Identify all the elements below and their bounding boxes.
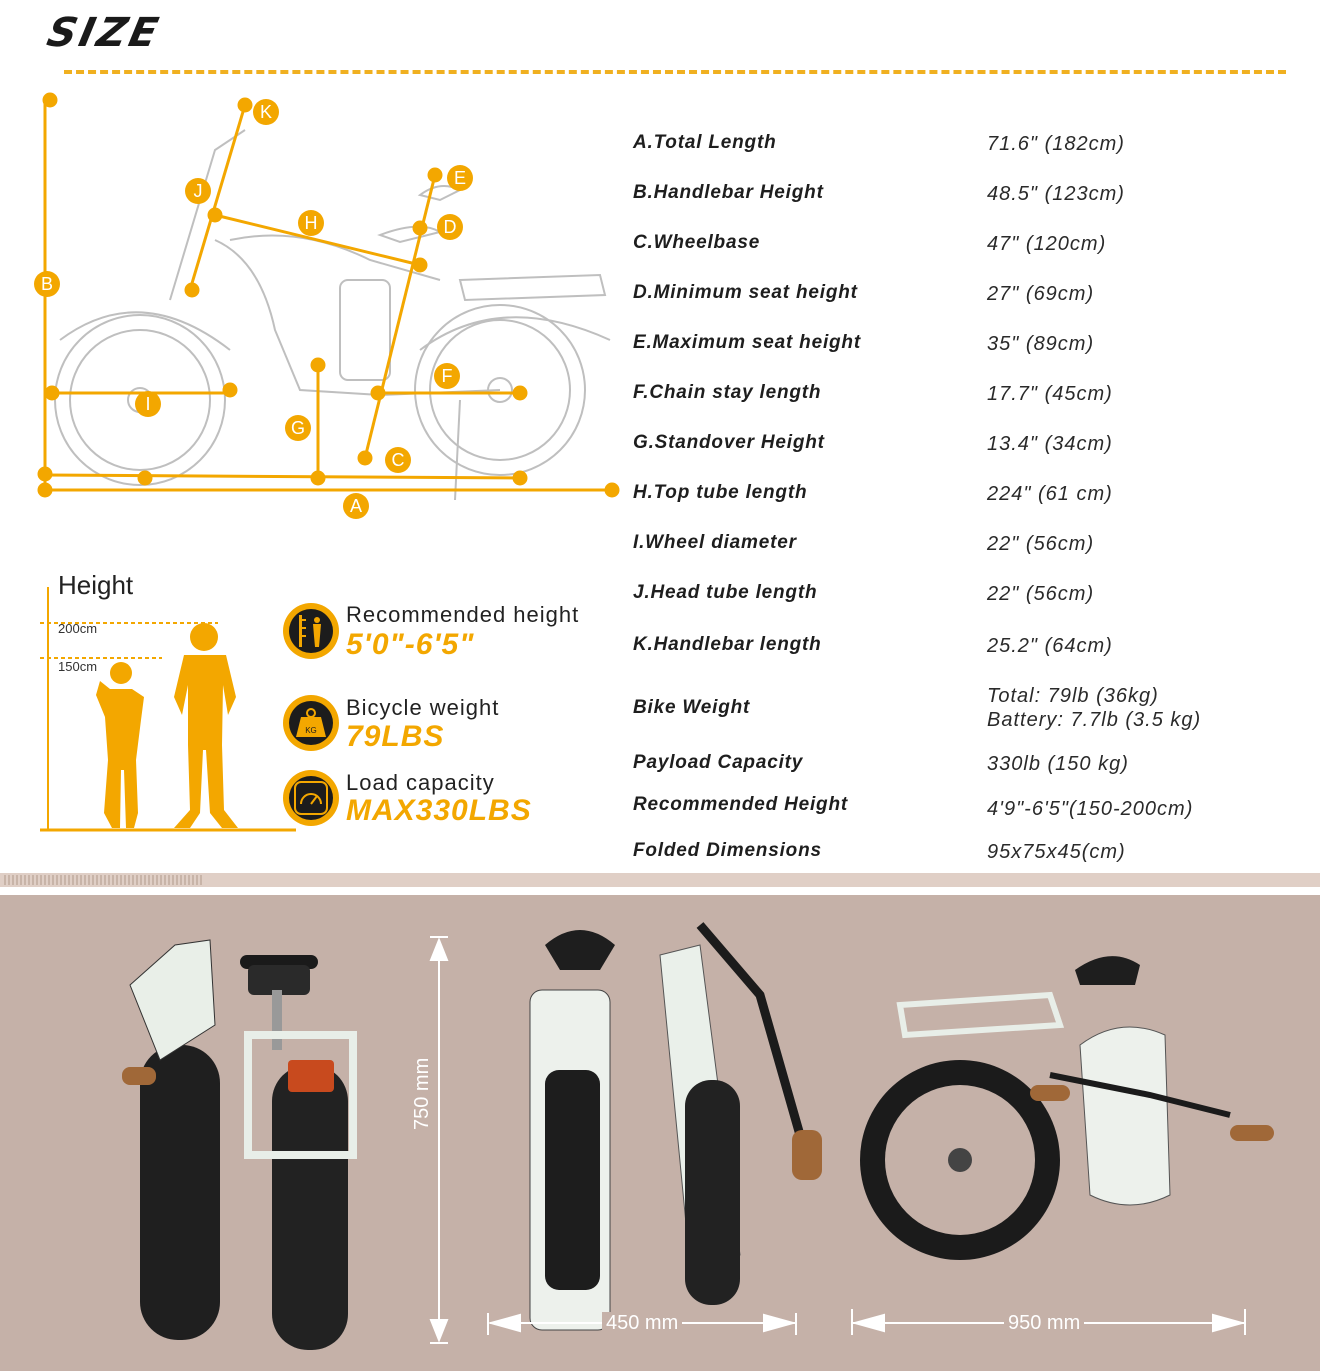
- feature-value: 5'0"-6'5": [346, 628, 475, 661]
- folded-width-label: 450 mm: [602, 1312, 682, 1335]
- height-ruler-icon: [283, 603, 339, 659]
- bike-geometry-diagram: [0, 80, 640, 530]
- title-divider: [64, 70, 1286, 74]
- spec-value: 27" (69cm): [987, 283, 1095, 305]
- marker-b-label: B: [40, 274, 54, 294]
- spec-value: 48.5" (123cm): [987, 183, 1125, 205]
- marker-i-label: I: [145, 394, 151, 414]
- height-tick-200: 200cm: [58, 621, 98, 636]
- spec-value: 71.6" (182cm): [987, 133, 1125, 155]
- spec-value: 35" (89cm): [987, 333, 1095, 355]
- spec-row: [633, 794, 1293, 834]
- spec-row: [633, 432, 1293, 472]
- spec-label: F.Chain stay length: [633, 382, 822, 403]
- marker-h: [298, 210, 324, 236]
- spec-value: 330lb (150 kg): [987, 753, 1129, 775]
- marker-a-label: A: [349, 496, 363, 516]
- marker-f-label: F: [441, 366, 453, 386]
- spec-row: [633, 382, 1293, 422]
- folded-bike-photo: [860, 956, 1274, 1260]
- spec-row: [633, 232, 1293, 272]
- height-tick-150: 150cm: [58, 659, 98, 674]
- spec-label: A.Total Length: [633, 132, 777, 153]
- marker-i: [135, 391, 161, 417]
- spec-row: [633, 532, 1293, 572]
- spec-value: 22" (56cm): [987, 583, 1095, 605]
- marker-j-label: J: [193, 181, 203, 201]
- spec-label: G.Standover Height: [633, 432, 825, 453]
- spec-value: 95x75x45(cm): [987, 841, 1126, 863]
- spec-value: [987, 684, 1201, 732]
- dimension-markers: [34, 99, 473, 519]
- spec-value: 224" (61 cm): [987, 483, 1113, 505]
- folded-bike-photos: [0, 895, 1320, 1371]
- weight-icon-text: KG: [305, 726, 317, 735]
- spec-label: C.Wheelbase: [633, 232, 761, 253]
- marker-k: [253, 99, 279, 125]
- marker-d: [437, 214, 463, 240]
- spec-row: [633, 132, 1293, 172]
- spec-label: I.Wheel diameter: [633, 532, 797, 553]
- spec-label: Bike Weight: [633, 697, 751, 718]
- spec-label: K.Handlebar length: [633, 634, 822, 655]
- marker-b: [34, 271, 60, 297]
- adult-silhouette-icon: [174, 623, 238, 828]
- bike-outline: [55, 130, 610, 500]
- spec-label: Payload Capacity: [633, 752, 804, 773]
- spec-label: J.Head tube length: [633, 582, 818, 603]
- spec-row: [633, 582, 1293, 622]
- marker-a: [343, 493, 369, 519]
- marker-h-label: H: [304, 213, 318, 233]
- spec-label: E.Maximum seat height: [633, 332, 861, 353]
- feature-value: 79LBS: [346, 720, 445, 753]
- folded-length-label: 950 mm: [1004, 1312, 1084, 1335]
- feature-label: Load capacity: [346, 770, 495, 795]
- spec-row: [633, 182, 1293, 222]
- feature-value: MAX330LBS: [346, 794, 532, 827]
- marker-e: [447, 165, 473, 191]
- child-silhouette-icon: [96, 662, 144, 828]
- marker-k-label: K: [259, 102, 273, 122]
- divider-hatch: [4, 875, 204, 885]
- feature-label: Recommended height: [346, 602, 580, 627]
- spec-label: B.Handlebar Height: [633, 182, 824, 203]
- spec-row: [633, 752, 1293, 792]
- folded-side-bike-photo: [530, 925, 822, 1330]
- spec-value: 22" (56cm): [987, 533, 1095, 555]
- folded-height-label: 750 mm: [411, 1057, 433, 1130]
- marker-j: [185, 178, 211, 204]
- page-title: SIZE: [43, 10, 165, 56]
- spec-value: 47" (120cm): [987, 233, 1107, 255]
- dimension-lines: [39, 94, 618, 496]
- marker-c-label: C: [391, 450, 405, 470]
- rear-view-bike-photo: [122, 940, 353, 1350]
- spec-row: [633, 282, 1293, 322]
- spec-value: 4'9"-6'5"(150-200cm): [987, 798, 1194, 820]
- spec-label: D.Minimum seat height: [633, 282, 858, 303]
- marker-g: [285, 415, 311, 441]
- marker-d-label: D: [443, 217, 457, 237]
- spec-row: [633, 634, 1293, 674]
- spec-value: 13.4" (34cm): [987, 433, 1113, 455]
- spec-label: Folded Dimensions: [633, 840, 822, 861]
- spec-row: [633, 482, 1293, 522]
- spec-value: 17.7" (45cm): [987, 383, 1113, 405]
- marker-c: [385, 447, 411, 473]
- weight-kg-icon: [283, 695, 339, 751]
- spec-label: H.Top tube length: [633, 482, 808, 503]
- gauge-icon: [283, 770, 339, 826]
- spec-value-line: Total: 79lb (36kg): [987, 685, 1159, 707]
- marker-f: [434, 363, 460, 389]
- spec-row: [633, 332, 1293, 372]
- marker-g-label: G: [290, 418, 306, 438]
- spec-value: 25.2" (64cm): [987, 635, 1113, 657]
- height-chart-title: Height: [58, 570, 134, 600]
- spec-value-line: Battery: 7.7lb (3.5 kg): [987, 709, 1202, 731]
- spec-row: [633, 684, 1293, 740]
- spec-label: Recommended Height: [633, 794, 848, 815]
- feature-label: Bicycle weight: [346, 695, 500, 720]
- marker-e-label: E: [453, 168, 467, 188]
